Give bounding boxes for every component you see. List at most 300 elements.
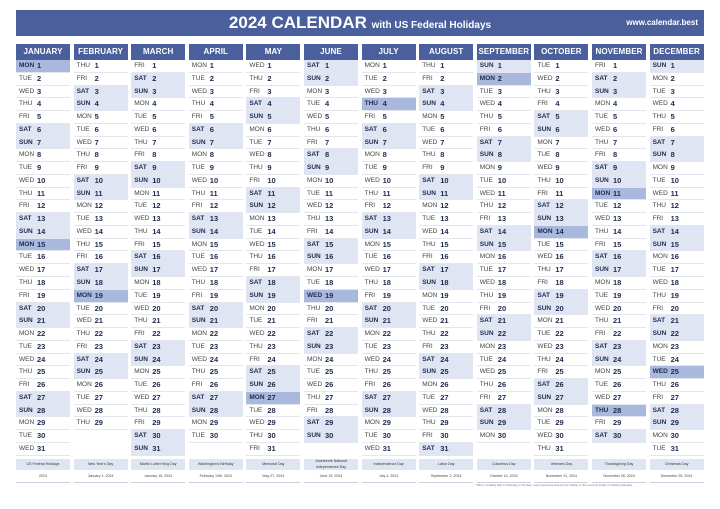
- day-cell: [477, 137, 531, 150]
- day-cell: [16, 137, 70, 150]
- day-cell: [304, 417, 358, 430]
- month-header: MAY: [246, 44, 300, 60]
- day-number: 11: [497, 188, 506, 198]
- day-number: 23: [670, 341, 679, 351]
- weekday-label: WED: [364, 87, 380, 95]
- day-number: 13: [267, 214, 276, 224]
- day-number: 10: [555, 175, 564, 185]
- month-column: [131, 44, 185, 456]
- day-cell: [246, 137, 300, 150]
- day-cell: [592, 111, 646, 124]
- day-cell: [131, 251, 185, 264]
- weekday-label: WED: [307, 113, 323, 121]
- day-number: 1: [670, 61, 675, 70]
- day-cell: [304, 430, 358, 443]
- day-cell: [362, 111, 416, 124]
- day-number: 14: [152, 226, 161, 236]
- day-number: 15: [670, 239, 679, 249]
- day-number: 13: [440, 214, 449, 224]
- day-number: 31: [267, 443, 276, 453]
- day-number: 16: [267, 252, 276, 262]
- weekday-label: WED: [249, 240, 265, 248]
- day-cell: [16, 417, 70, 430]
- day-cell: [534, 226, 588, 239]
- weekday-label: FRI: [422, 164, 433, 172]
- day-cell: [534, 328, 588, 341]
- weekday-label: SUN: [307, 74, 321, 82]
- day-cell: [592, 124, 646, 137]
- day-cell: [246, 86, 300, 99]
- weekday-label: MON: [479, 253, 495, 261]
- month-column: [650, 44, 704, 456]
- day-number: 14: [267, 226, 276, 236]
- weekday-label: MON: [595, 368, 611, 376]
- weekday-label: WED: [422, 138, 438, 146]
- weekday-label: FRI: [134, 240, 145, 248]
- day-number: 4: [37, 99, 42, 109]
- day-number: 10: [613, 175, 622, 185]
- day-number: 22: [152, 329, 161, 339]
- weekday-label: TUE: [307, 279, 320, 287]
- weekday-label: THU: [249, 342, 263, 350]
- day-cell: [304, 379, 358, 392]
- day-cell: [419, 277, 473, 290]
- day-number: 19: [555, 290, 564, 300]
- day-cell: [592, 379, 646, 392]
- day-number: 26: [152, 380, 161, 390]
- weekday-label: FRI: [364, 113, 376, 121]
- day-number: 6: [440, 124, 445, 134]
- weekday-label: TUE: [76, 393, 90, 401]
- day-number: 27: [325, 392, 334, 402]
- weekday-label: THU: [595, 317, 609, 325]
- day-cell: [419, 137, 473, 150]
- day-number: 7: [613, 137, 618, 147]
- weekday-label: SAT: [307, 419, 320, 427]
- day-cell: [74, 264, 128, 277]
- day-cell: [362, 124, 416, 137]
- day-number: 5: [152, 112, 157, 122]
- day-cell: [304, 188, 358, 201]
- day-cell: [592, 417, 646, 430]
- day-cell: [74, 354, 128, 367]
- day-cell: [74, 303, 128, 316]
- weekday-label: TUE: [479, 266, 493, 274]
- calendar-header: [16, 10, 704, 36]
- day-number: 25: [209, 367, 219, 377]
- day-cell: [362, 213, 416, 226]
- weekday-label: FRI: [191, 291, 203, 299]
- day-number: 7: [440, 137, 445, 147]
- day-cell: [650, 277, 704, 290]
- day-number: 5: [497, 112, 502, 122]
- day-number: 19: [209, 290, 219, 300]
- day-number: 24: [37, 354, 46, 364]
- weekday-label: TUE: [537, 240, 551, 248]
- day-number: 12: [94, 201, 103, 211]
- weekday-label: WED: [76, 227, 92, 235]
- day-number: 18: [497, 278, 507, 288]
- day-cell: [189, 98, 243, 111]
- day-number: 28: [613, 405, 622, 415]
- weekday-label: THU: [307, 393, 321, 401]
- holiday-name: Washington's Birthday: [189, 459, 243, 470]
- day-number: 20: [670, 303, 679, 313]
- weekday-label: WED: [364, 355, 380, 363]
- day-number: 20: [497, 303, 507, 313]
- month-header: FEBRUARY: [74, 44, 128, 60]
- weekday-label: TUE: [191, 432, 205, 440]
- weekday-label: MON: [307, 266, 323, 274]
- weekday-label: THU: [191, 189, 206, 197]
- day-number: 1: [440, 61, 445, 70]
- day-cell: [304, 290, 358, 303]
- day-number: 30: [325, 431, 334, 441]
- day-cell: [131, 315, 185, 328]
- day-cell: [362, 98, 416, 111]
- day-number: 6: [555, 124, 560, 134]
- weekday-label: MON: [364, 151, 380, 159]
- day-number: 15: [152, 239, 161, 249]
- day-cell: [534, 417, 588, 430]
- day-number: 19: [37, 290, 46, 300]
- day-cell: [362, 328, 416, 341]
- day-cell: [592, 430, 646, 443]
- day-cell: [304, 200, 358, 213]
- day-number: 5: [613, 112, 618, 122]
- weekday-label: WED: [307, 202, 323, 210]
- weekday-label: SAT: [307, 151, 320, 159]
- day-number: 5: [440, 112, 445, 122]
- day-cell: [246, 392, 300, 405]
- day-number: 16: [440, 252, 449, 262]
- day-number: 18: [152, 278, 161, 288]
- day-cell: [362, 417, 416, 430]
- weekday-label: TUE: [652, 176, 666, 184]
- day-number: 1: [613, 61, 618, 70]
- day-number: 5: [555, 112, 560, 122]
- day-number: 31: [555, 443, 564, 453]
- day-number: 4: [670, 99, 675, 109]
- day-cell: [16, 239, 70, 252]
- day-cell: [534, 124, 588, 137]
- day-cell: [74, 60, 128, 73]
- footer-holiday: [131, 459, 185, 483]
- weekday-label: SAT: [595, 432, 608, 440]
- weekday-label: THU: [76, 62, 90, 69]
- month-header: JULY: [362, 44, 416, 60]
- day-number: 25: [382, 367, 391, 377]
- day-number: 11: [152, 188, 161, 198]
- holiday-name: Columbus Day: [477, 459, 531, 470]
- day-number: 5: [382, 112, 387, 122]
- day-number: 31: [37, 443, 46, 453]
- weekday-label: WED: [249, 62, 265, 69]
- weekday-label: WED: [595, 393, 611, 401]
- day-number: 17: [555, 265, 564, 275]
- day-cell: [74, 124, 128, 137]
- weekday-label: WED: [76, 138, 92, 146]
- day-number: 4: [325, 99, 330, 109]
- day-cell: [362, 315, 416, 328]
- weekday-label: TUE: [19, 253, 32, 261]
- day-cell: [592, 86, 646, 99]
- day-number: 10: [267, 175, 276, 185]
- weekday-label: SUN: [76, 189, 91, 197]
- day-number: 14: [325, 226, 334, 236]
- weekday-label: SAT: [307, 240, 320, 248]
- day-cell: [304, 392, 358, 405]
- weekday-label: SAT: [537, 291, 550, 299]
- day-number: 6: [382, 124, 387, 134]
- day-cell: [650, 392, 704, 405]
- day-number: 15: [613, 239, 622, 249]
- day-cell: [16, 430, 70, 443]
- title-subtitle: with US Federal Holidays: [371, 20, 492, 31]
- weekday-label: THU: [364, 368, 378, 376]
- weekday-label: FRI: [537, 368, 548, 376]
- day-number: 2: [440, 73, 445, 83]
- weekday-label: THU: [537, 87, 551, 95]
- day-number: 13: [382, 214, 391, 224]
- day-cell: [246, 366, 300, 379]
- weekday-label: MON: [191, 240, 207, 248]
- day-cell: [419, 98, 473, 111]
- day-cell: [419, 417, 473, 430]
- day-number: 10: [497, 175, 507, 185]
- day-cell: [189, 86, 243, 99]
- day-number: 9: [152, 163, 157, 173]
- footer-holiday: [189, 459, 243, 483]
- weekday-label: WED: [422, 317, 438, 325]
- weekday-label: WED: [191, 176, 207, 184]
- day-number: 12: [497, 201, 507, 211]
- day-number: 3: [325, 86, 330, 96]
- day-cell: [131, 354, 185, 367]
- weekday-label: SAT: [537, 113, 550, 121]
- day-number: 12: [152, 201, 161, 211]
- day-cell: [362, 137, 416, 150]
- weekday-label: SAT: [76, 87, 90, 95]
- weekday-label: MON: [76, 202, 92, 210]
- day-cell: [74, 239, 128, 252]
- day-cell: [304, 111, 358, 124]
- day-number: 24: [94, 354, 103, 364]
- footer-holiday: [419, 459, 473, 483]
- day-number: 21: [555, 316, 564, 326]
- day-cell: [362, 379, 416, 392]
- weekday-label: FRI: [479, 393, 491, 401]
- day-number: 10: [94, 175, 103, 185]
- day-cell: [592, 137, 646, 150]
- day-cell: [131, 341, 185, 354]
- day-cell: [246, 443, 300, 456]
- day-cell: [362, 149, 416, 162]
- day-cell: [16, 124, 70, 137]
- day-cell: [74, 98, 128, 111]
- day-number: 5: [670, 112, 675, 122]
- day-cell: [534, 264, 588, 277]
- weekday-label: SAT: [652, 227, 666, 235]
- day-number: 7: [94, 137, 99, 147]
- month-header: OCTOBER: [534, 44, 588, 60]
- weekday-label: WED: [364, 176, 380, 184]
- day-cell: [534, 379, 588, 392]
- day-cell: [189, 303, 243, 316]
- day-cell: [16, 290, 70, 303]
- day-cell: [131, 137, 185, 150]
- weekday-label: MON: [595, 100, 611, 108]
- day-number: 11: [267, 188, 276, 198]
- day-number: 4: [152, 99, 157, 109]
- day-cell: [246, 111, 300, 124]
- day-number: 17: [37, 265, 46, 275]
- day-cell: [246, 175, 300, 188]
- day-number: 6: [267, 124, 272, 134]
- day-cell: [419, 226, 473, 239]
- day-cell: [477, 162, 531, 175]
- day-cell: [592, 188, 646, 201]
- day-number: 1: [209, 61, 214, 70]
- day-cell: [16, 277, 70, 290]
- day-cell: [304, 315, 358, 328]
- weekday-label: SAT: [134, 432, 147, 440]
- day-number: 18: [209, 278, 219, 288]
- day-number: 10: [325, 175, 334, 185]
- day-cell: [362, 86, 416, 99]
- day-cell: [304, 251, 358, 264]
- day-number: 26: [267, 380, 276, 390]
- weekday-label: TUE: [364, 164, 378, 172]
- day-number: 28: [497, 405, 507, 415]
- weekday-label: WED: [479, 100, 495, 108]
- weekday-label: FRI: [422, 253, 433, 261]
- weekday-label: SAT: [76, 355, 90, 363]
- weekday-label: SUN: [307, 432, 321, 440]
- day-cell: [131, 149, 185, 162]
- day-number: 24: [382, 354, 391, 364]
- day-number: 17: [670, 265, 679, 275]
- day-number: 17: [152, 265, 161, 275]
- weekday-label: SAT: [595, 74, 608, 82]
- weekday-label: MON: [364, 62, 380, 69]
- weekday-label: MON: [134, 368, 150, 376]
- day-number: 10: [382, 175, 391, 185]
- day-number: 11: [37, 188, 45, 198]
- footer-holiday: [534, 459, 588, 483]
- day-number: 17: [440, 265, 449, 275]
- weekday-label: SUN: [191, 317, 206, 325]
- weekday-label: MON: [537, 317, 553, 325]
- day-cell: [534, 86, 588, 99]
- weekday-label: SUN: [479, 330, 494, 338]
- weekday-label: SUN: [76, 279, 91, 287]
- day-cell: [534, 175, 588, 188]
- weekday-label: WED: [537, 432, 553, 440]
- footer-holiday: [592, 459, 646, 483]
- day-number: 16: [670, 252, 679, 262]
- day-number: 3: [382, 86, 387, 96]
- weekday-label: SUN: [19, 227, 33, 235]
- day-number: 9: [497, 163, 502, 173]
- weekday-label: FRI: [19, 291, 30, 299]
- day-cell: [131, 430, 185, 443]
- day-cell: [419, 354, 473, 367]
- day-number: 22: [497, 329, 507, 339]
- day-cell: [419, 175, 473, 188]
- weekday-label: SAT: [422, 444, 435, 452]
- day-number: 22: [267, 329, 276, 339]
- weekday-label: TUE: [595, 291, 608, 299]
- day-cell: [362, 175, 416, 188]
- day-number: 30: [267, 431, 276, 441]
- day-number: 12: [440, 201, 449, 211]
- day-number: 29: [497, 418, 507, 428]
- day-cell: [16, 188, 70, 201]
- day-cell: [362, 251, 416, 264]
- weekday-label: SUN: [76, 368, 91, 376]
- weekday-label: SUN: [134, 176, 148, 184]
- day-cell: [419, 239, 473, 252]
- weekday-label: TUE: [595, 381, 608, 389]
- day-number: 23: [267, 341, 276, 351]
- day-cell: [477, 392, 531, 405]
- day-number: 1: [555, 61, 560, 70]
- day-number: 1: [497, 61, 502, 70]
- day-number: 30: [555, 431, 564, 441]
- day-number: 16: [37, 252, 46, 262]
- weekday-label: SAT: [249, 189, 262, 197]
- weekday-label: TUE: [134, 291, 148, 299]
- weekday-label: THU: [19, 368, 33, 376]
- weekday-label: THU: [537, 266, 551, 274]
- day-cell: [131, 73, 185, 86]
- weekday-label: WED: [652, 189, 668, 197]
- day-number: 14: [613, 226, 622, 236]
- footer-holiday: [362, 459, 416, 483]
- day-number: 16: [152, 252, 161, 262]
- weekday-label: FRI: [595, 419, 606, 427]
- day-cell: [362, 430, 416, 443]
- weekday-label: MON: [479, 164, 495, 172]
- weekday-label: SAT: [191, 125, 205, 133]
- day-number: 18: [267, 278, 276, 288]
- weekday-label: MON: [364, 330, 380, 338]
- weekday-label: TUE: [537, 419, 551, 427]
- day-number: 10: [440, 175, 449, 185]
- weekday-label: WED: [19, 355, 35, 363]
- weekday-label: MON: [76, 113, 92, 121]
- day-number: 14: [670, 226, 679, 236]
- day-cell: [16, 379, 70, 392]
- day-cell: [16, 149, 70, 162]
- day-cell: [16, 226, 70, 239]
- day-cell: [362, 226, 416, 239]
- day-cell: [246, 354, 300, 367]
- day-cell: [304, 226, 358, 239]
- day-number: 19: [267, 290, 276, 300]
- day-number: 20: [152, 303, 161, 313]
- day-number: 23: [497, 341, 507, 351]
- weekday-label: FRI: [595, 330, 606, 338]
- day-number: 6: [37, 124, 42, 134]
- day-number: 1: [152, 61, 157, 70]
- day-cell: [131, 111, 185, 124]
- weekday-label: TUE: [249, 138, 263, 146]
- day-number: 8: [497, 150, 502, 160]
- weekday-label: MON: [537, 227, 553, 235]
- day-cell: [650, 341, 704, 354]
